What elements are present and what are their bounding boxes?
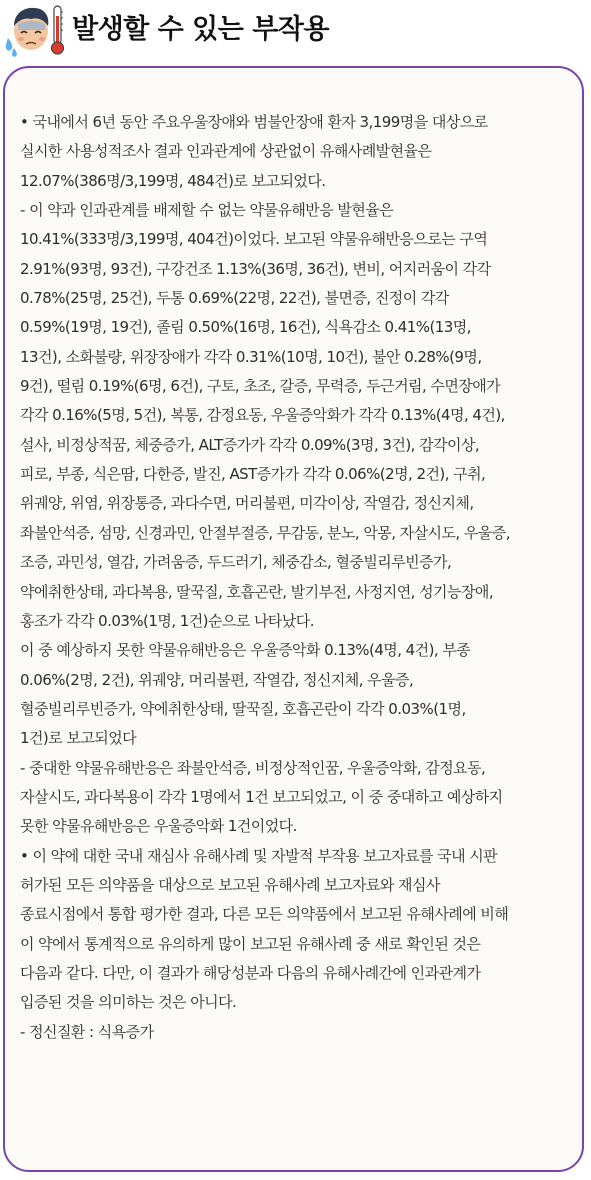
text-line: 이 약에서 통계적으로 유의하게 많이 보고된 유해사례 중 새로 확인된 것은 bbox=[20, 934, 481, 953]
text-line: 0.59%(19명, 19건), 졸림 0.50%(16명, 16건), 식욕감소 0.41%(13명, bbox=[20, 318, 471, 337]
text-line: 조증, 과민성, 열감, 가려움증, 두드러기, 체중감소, 혈중빌리루빈증가, bbox=[20, 553, 452, 572]
text-line: 피로, 부종, 식은땀, 다한증, 발진, AST증가가 각각 0.06%(2명, 2건), 구취, bbox=[20, 465, 486, 484]
text-line: 좌불안석증, 섬망, 신경과민, 안절부절증, 무감동, 분노, 악몽, 자살시도, 우울증, bbox=[20, 523, 510, 542]
text-line: 각각 0.16%(5명, 5건), 복통, 감정요동, 우울증악화가 각각 0.13%(4명, 4건), bbox=[20, 406, 505, 425]
text-line: • 이 약에 대한 국내 재심사 유해사례 및 자발적 부작용 보고자료를 국내 시판 bbox=[20, 846, 498, 865]
text-line: 이 중 예상하지 못한 약물유해반응은 우울증악화 0.13%(4명, 4건), 부종 bbox=[20, 641, 471, 660]
text-line: 10.41%(333명/3,199명, 404건)이었다. 보고된 약물유해반응으로는 구역 bbox=[20, 230, 488, 249]
text-line: • 국내에서 6년 동안 주요우울장애와 범불안장애 환자 3,199명을 대상으로 bbox=[20, 113, 488, 131]
page-header bbox=[0, 0, 591, 62]
text-line: 못한 약물유해반응은 우울증악화 1건이었다. bbox=[20, 817, 297, 836]
text-line: 0.78%(25명, 25건), 두통 0.69%(22명, 22건), 불면증, 진정이 각각 bbox=[20, 289, 449, 308]
text-line: 허가된 모든 의약품을 대상으로 보고된 유해사례 보고자료와 재심사 bbox=[20, 875, 440, 894]
text-line: 실시한 사용성적조사 결과 인과관계에 상관없이 유해사례발현율은 bbox=[20, 142, 432, 161]
text-line: 위궤양, 위염, 위장통증, 과다수면, 머리불편, 미각이상, 작열감, 정신지체, bbox=[20, 494, 474, 513]
page-title: 발생할 수 있는 부작용 bbox=[72, 14, 329, 45]
text-line: 0.06%(2명, 2건), 위궤양, 머리불편, 작열감, 정신지체, 우울증, bbox=[20, 670, 414, 689]
text-line: 홍조가 각각 0.03%(1명, 1건)순으로 나타났다. bbox=[20, 611, 314, 630]
sick-person-thermometer-icon bbox=[4, 2, 66, 60]
text-line: 12.07%(386명/3,199명, 484건)로 보고되었다. bbox=[20, 171, 326, 190]
text-line: 종료시점에서 통합 평가한 결과, 다른 모든 의약품에서 보고된 유해사례에 비해 bbox=[20, 905, 509, 924]
text-line: 혈중빌리루빈증가, 약에취한상태, 딸꾹질, 호흡곤란이 각각 0.03%(1명, bbox=[20, 699, 466, 718]
text-line: 2.91%(93명, 93건), 구강건조 1.13%(36명, 36건), 변비, 어지러움이 각각 bbox=[20, 259, 491, 278]
text-line: 1건)로 보고되었다 bbox=[20, 729, 137, 748]
content-card bbox=[3, 66, 584, 1172]
text-line: 다음과 같다. 다만, 이 결과가 해당성분과 다음의 유해사례간에 인과관계가 bbox=[20, 963, 481, 982]
text-line: 자살시도, 과다복용이 각각 1명에서 1건 보고되었고, 이 중 중대하고 예상하지 bbox=[20, 787, 503, 806]
text-line: 13건), 소화불량, 위장장애가 각각 0.31%(10명, 10건), 불안 0.28%(9명, bbox=[20, 347, 482, 366]
text-line: 입증된 것을 의미하는 것은 아니다. bbox=[20, 993, 237, 1012]
text-line: - 정신질환 : 식욕증가 bbox=[20, 1022, 154, 1041]
text-line: 약에취한상태, 과다복용, 딸꾹질, 호흡곤란, 발기부전, 사정지연, 성기능장애, bbox=[20, 582, 494, 601]
side-effects-text bbox=[20, 108, 575, 1047]
text-line: 9건), 떨림 0.19%(6명, 6건), 구토, 초조, 갈증, 무력증, 두근거림, 수면장애가 bbox=[20, 377, 501, 396]
text-line: - 이 약과 인과관계를 배제할 수 없는 약물유해반응 발현율은 bbox=[20, 201, 394, 220]
text-line: 설사, 비정상적꿈, 체중증가, ALT증가가 각각 0.09%(3명, 3건), 감각이상, bbox=[20, 435, 480, 454]
text-line: - 중대한 약물유해반응은 좌불안석증, 비정상적인꿈, 우울증악화, 감정요동, bbox=[20, 758, 486, 777]
